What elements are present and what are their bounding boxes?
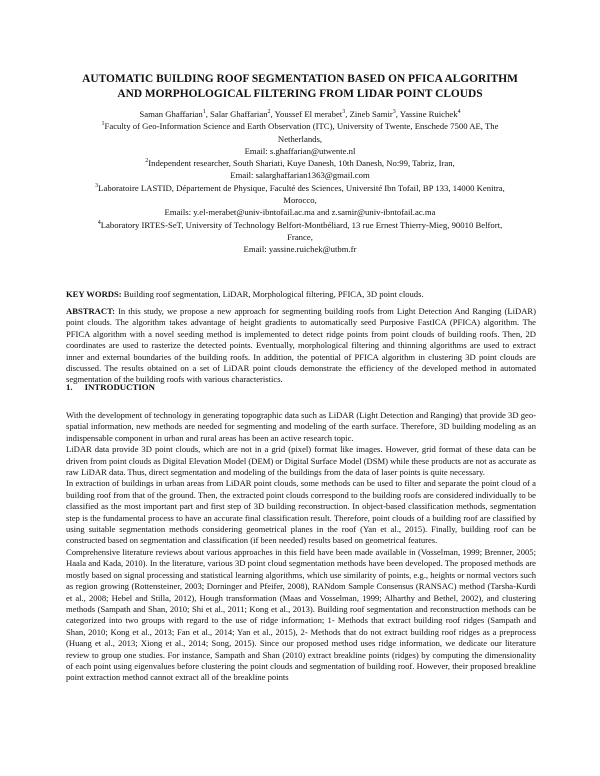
affiliation-3: $^3$Laboratoire LASTID, Département de Physique, Faculté des Sciences, Université Ibn Tofail, BP 133, 14000 Kenitra, xyxy=(95,182,505,193)
paragraph: LiDAR data provide 3D point clouds, which are not in a grid (pixel) format like images. However, grid format of these data can be driven from point clouds as Digital Elevation Model (DEM) or Digital Surface Model (DSM) while these products are not as accurate as raw LiDAR data. Thus, direct segmentation and modeling of the buildings from the data of laser points is quite necessary. xyxy=(66,444,536,478)
author-name: Zineb Samir xyxy=(349,109,393,119)
affiliation-2: $^2$Independent researcher, South Shariati, Kuye Danesh, 10th Danesh, No:99, Tabriz, Iran, xyxy=(145,158,455,169)
author-list: Saman Ghaffarian$^1$, Salar Ghaffarian$^2$, Youssef El merabet$^3$, Zineb Samir$^3$, Yassine Ruichek$^4$ xyxy=(139,109,461,119)
abstract-text: In this study, we propose a new approach for segmenting building roofs from Light Detection And Ranging (LiDAR) point clouds. The algorithm takes advantage of height gradients to automatically seed Purposive FastICA (PFICA) algorithm. The PFICA algorithm with a novel seeding method is implemented to detect ridge points from point clouds of building roofs. Then, 2D coordinates are used to rasterize the detected points. Eventually, morphological filtering and thinning algorithms are used to extract inner and external boundaries of the building roofs. In addition, the potential of PFICA algorithm in clustering 3D point clouds are discussed. The results obtained on a set of LiDAR point clouds demonstrate the efficiency of the developed method in automated segmentation of the building roofs with various characteristics. xyxy=(66,306,536,385)
abstract-label: ABSTRACT: xyxy=(66,306,116,316)
keywords-label: KEY WORDS: xyxy=(66,289,122,299)
keywords xyxy=(66,289,536,300)
paragraph: With the development of technology in generating topographic data such as LiDAR (Light Detection and Ranging) that provide 3D geo-spatial information, new methods are needed for segmenting and modeling of the earth surface. Therefore, 3D building modeling as an indispensable component in urban and rural areas has been an active research topic. xyxy=(66,410,536,443)
paper-title xyxy=(60,72,540,102)
author-sup: 4 xyxy=(457,109,461,116)
paragraph: In extraction of buildings in urban areas from LiDAR point clouds, some methods can be used to filter and separate the point cloud of a building roof from that of the ground. Then, the extracted point clouds correspond to the building roofs are considered individually to be classified as the most important part and first step of 3D building reconstruction. In object-based classification methods, segmentation step is the fundamental process to have an accurate final classification result. Therefore, point clouds of a building roof are classified by using suitable segmentation methods considering geometrical planes in the roof (Yan et al., 2015). Finally, building roof can be constructed based on segmentation and classification (if been needed) results based on geometrical features. xyxy=(66,478,536,546)
abstract xyxy=(66,306,536,386)
affiliation-1: $^1$Faculty of Geo-Information Science and Earth Observation (ITC), University of Twente, Enschede 7500 AE, The xyxy=(101,121,499,132)
affiliation-4-email: Email: yassine.ruichek@utbm.fr xyxy=(243,244,357,255)
author-name: Yassine Ruichek xyxy=(399,109,458,119)
section-heading xyxy=(66,382,167,392)
affiliation-3-line2: Morocco, xyxy=(283,195,317,206)
title-line-2: AND MORPHOLOGICAL FILTERING FROM LIDAR POINT CLOUDS xyxy=(117,88,483,100)
author-name: Saman Ghaffarian xyxy=(139,109,203,119)
affiliation-1-line2: Netherlands, xyxy=(277,133,323,144)
affiliation-4: $^4$Laboratory IRTES-SeT, University of Technology Belfort-Montbéliard, 13 rue Ernest Thierry-Mieg, 90010 Belfort, xyxy=(97,219,503,230)
author-sup: 3 xyxy=(392,109,396,116)
affiliation-3-email: Emails: y.el-merabet@univ-ibntofail.ac.ma and z.samir@univ-ibntofail.ac.ma xyxy=(164,207,436,218)
author-sup: 3 xyxy=(342,109,346,116)
introduction-body xyxy=(66,410,536,684)
title-line-1: AUTOMATIC BUILDING ROOF SEGMENTATION BASED ON PFICA ALGORITHM xyxy=(82,73,518,85)
affiliation-2-email: Email: salarghaffarian1363@gmail.com xyxy=(230,170,370,181)
affiliation-4-line2: France, xyxy=(287,231,313,242)
author-block xyxy=(60,108,540,256)
author-name: Salar Ghaffarian xyxy=(210,109,268,119)
affiliation-1-email: Email: s.ghaffarian@utwente.nl xyxy=(244,145,356,156)
paragraph: Comprehensive literature reviews about various approaches in this field have been made available in (Vosselman, 1999; Brenner, 2005; Haala and Kada, 2010). In the literature, various 3D point cloud segmentation methods have been developed. The proposed methods are mostly based on signal processing and statistical learning algorithms, which use similarity of points, e.g., heights or normal vectors such as region growing (Rottensteiner, 2003; Dorninger and Pfeifer, 2008), RANdom Sample Consensus (RANSAC) method (Tarsha-Kurdi et al., 2008; Hebel and Stilla, 2012), Hough transformation (Maas and Vosselman, 1999; Alharthy and Bethel, 2002), and clustering methods (Sampath and Shan, 2010; Shi et al., 2011; Kong et al., 2013). Building roof segmentation and reconstruction methods can be categorized into two groups with regard to the use of ridge information; 1- Methods that extract building roof ridges (Sampath and Shan, 2010; Kong et al., 2013; Fan et al., 2014; Yan et al., 2015), 2- Methods that do not extract building roof ridges as a preprocess (Huang et al., 2013; Xiong et al., 2014; Song, 2015). Since our proposed method uses ridge information, we dedicate our literature review to group one studies. For instance, Sampath and Shan (2010) extract breakline points (ridges) by computing the dimensionality of each point using eigenvalues before clustering the point clouds and segmentation of building roof. However, their proposed breakline point extraction method cannot extract all of the breakline points xyxy=(66,546,536,683)
section-title: INTRODUCTION xyxy=(84,382,155,392)
keywords-text: Building roof segmentation, LiDAR, Morphological filtering, PFICA, 3D point clouds. xyxy=(121,289,424,299)
author-sup: 2 xyxy=(267,109,271,116)
section-number: 1. xyxy=(66,382,73,392)
author-sup: 1 xyxy=(202,109,206,116)
author-name: Youssef El merabet xyxy=(274,109,343,119)
